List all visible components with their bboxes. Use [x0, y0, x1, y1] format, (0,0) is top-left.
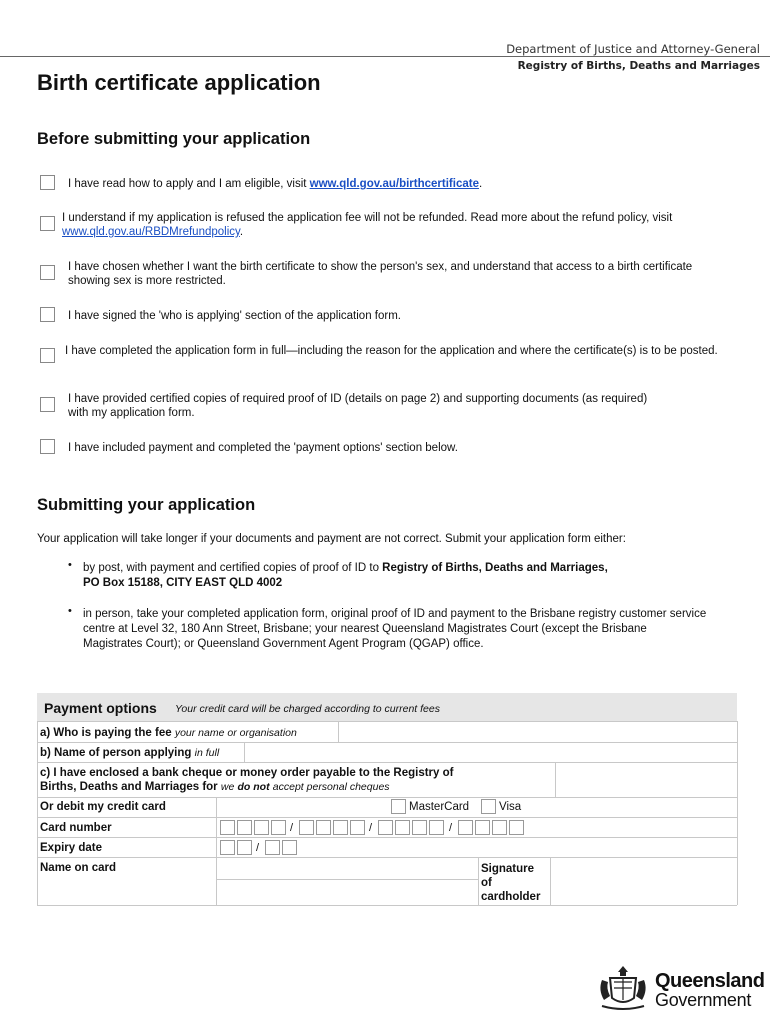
refundpolicy-link[interactable]: www.qld.gov.au/RBDMrefundpolicy	[62, 226, 240, 238]
submitting-heading: Submitting your application	[37, 496, 256, 514]
cheque-label: c) I have enclosed a bank cheque or money order payable to the Registry of Births, Deaths and Marriages for we do not accept personal cheques	[40, 767, 454, 793]
card-digit-box[interactable]	[299, 820, 314, 835]
expiry-box[interactable]	[282, 840, 297, 855]
post-text: by post, with payment and certified copies of proof of ID to Registry of Births, Deaths and Marriages, PO Box 15188, CITY EAST QLD 4002	[83, 562, 608, 589]
bullet-post: •	[68, 559, 72, 571]
logo-government: Government	[655, 990, 752, 1010]
check-text-completed: I have completed the application form in full—including the reason for the application and where the certificate(s) is to be posted.	[65, 345, 718, 357]
expiry-box[interactable]	[237, 840, 252, 855]
expiry-box[interactable]	[265, 840, 280, 855]
check-text-refund: I understand if my application is refused the application fee will not be refunded. Read more about the refund policy, visit www.qld.gov.au/RBDMrefundpolicy.	[62, 212, 673, 238]
expiry-box[interactable]	[220, 840, 235, 855]
person-text: in person, take your completed application form, original proof of ID and payment to the Brisbane registry customer service centre at Level 32, 180 Ann Street, Brisbane; your nearest Queensland Magistrates Court (except the Brisbane Magistrates Court); or Queensland Government Agent Program (QGAP) office.	[83, 608, 707, 650]
birthcertificate-link[interactable]: www.qld.gov.au/birthcertificate	[309, 178, 479, 190]
checkbox-completed[interactable]	[40, 348, 55, 363]
check-text-signed: I have signed the 'who is applying' section of the application form.	[68, 310, 401, 322]
visa-label: Visa	[499, 801, 522, 813]
signature-field[interactable]	[552, 859, 735, 903]
name-on-card-field[interactable]	[218, 859, 476, 878]
card-digit-box[interactable]	[237, 820, 252, 835]
payment-subtitle: Your credit card will be charged according to current fees	[175, 703, 440, 715]
department-name: Department of Justice and Attorney-General	[506, 42, 760, 56]
who-paying-label: a) Who is paying the fee your name or organisation	[40, 727, 297, 739]
bullet-person: •	[68, 605, 72, 617]
card-digit-box[interactable]	[475, 820, 490, 835]
card-digit-box[interactable]	[458, 820, 473, 835]
header-rule	[0, 56, 770, 57]
expiry-label: Expiry date	[40, 842, 102, 854]
queensland-crest-icon	[596, 962, 650, 1014]
mastercard-label: MasterCard	[409, 801, 470, 813]
card-digit-box[interactable]	[509, 820, 524, 835]
submitting-intro: Your application will take longer if your documents and payment are not correct. Submit your application form either:	[37, 533, 626, 545]
checkbox-signed[interactable]	[40, 307, 55, 322]
before-heading: Before submitting your application	[37, 130, 311, 148]
checkbox-sex[interactable]	[40, 265, 55, 280]
card-digit-box[interactable]	[316, 820, 331, 835]
card-digit-box[interactable]	[429, 820, 444, 835]
name-on-card-label: Name on card	[40, 862, 117, 874]
card-digit-box[interactable]	[492, 820, 507, 835]
page-title: Birth certificate application	[37, 70, 321, 95]
card-digit-box[interactable]	[254, 820, 269, 835]
card-separator: /	[449, 822, 453, 834]
checkbox-refund[interactable]	[40, 216, 55, 231]
card-digit-box[interactable]	[395, 820, 410, 835]
checkbox-payment[interactable]	[40, 439, 55, 454]
check-text-sex: I have chosen whether I want the birth certificate to show the person's sex, and understand that access to a birth certificate showing sex is more restricted.	[68, 261, 693, 287]
person-applying-field[interactable]	[246, 744, 735, 761]
person-applying-label: b) Name of person applying in full	[40, 747, 220, 759]
who-paying-field[interactable]	[340, 723, 735, 741]
card-number-label: Card number	[40, 822, 112, 834]
signature-label: Signature of cardholder	[481, 863, 541, 903]
card-digit-box[interactable]	[220, 820, 235, 835]
card-separator: /	[290, 822, 294, 834]
card-digit-box[interactable]	[412, 820, 427, 835]
card-separator: /	[369, 822, 373, 834]
check-text-eligible: I have read how to apply and I am eligible, visit www.qld.gov.au/birthcertificate.	[68, 178, 483, 190]
visa-checkbox[interactable]	[481, 799, 496, 814]
card-digit-box[interactable]	[378, 820, 393, 835]
card-digit-box[interactable]	[350, 820, 365, 835]
card-digit-box[interactable]	[333, 820, 348, 835]
mastercard-checkbox[interactable]	[391, 799, 406, 814]
checkbox-eligible[interactable]	[40, 175, 55, 190]
checkbox-proof-id[interactable]	[40, 397, 55, 412]
check-text-proof-id: I have provided certified copies of required proof of ID (details on page 2) and supporting documents (as required) with my application form.	[68, 393, 648, 419]
cheque-amount-field[interactable]	[557, 764, 735, 796]
logo-queensland: Queensland	[655, 970, 765, 992]
check-text-payment: I have included payment and completed the 'payment options' section below.	[68, 442, 458, 454]
debit-label: Or debit my credit card	[40, 801, 166, 813]
payment-title: Payment options	[44, 700, 157, 716]
registry-name: Registry of Births, Deaths and Marriages	[517, 60, 760, 72]
expiry-separator: /	[256, 842, 260, 854]
card-digit-box[interactable]	[271, 820, 286, 835]
